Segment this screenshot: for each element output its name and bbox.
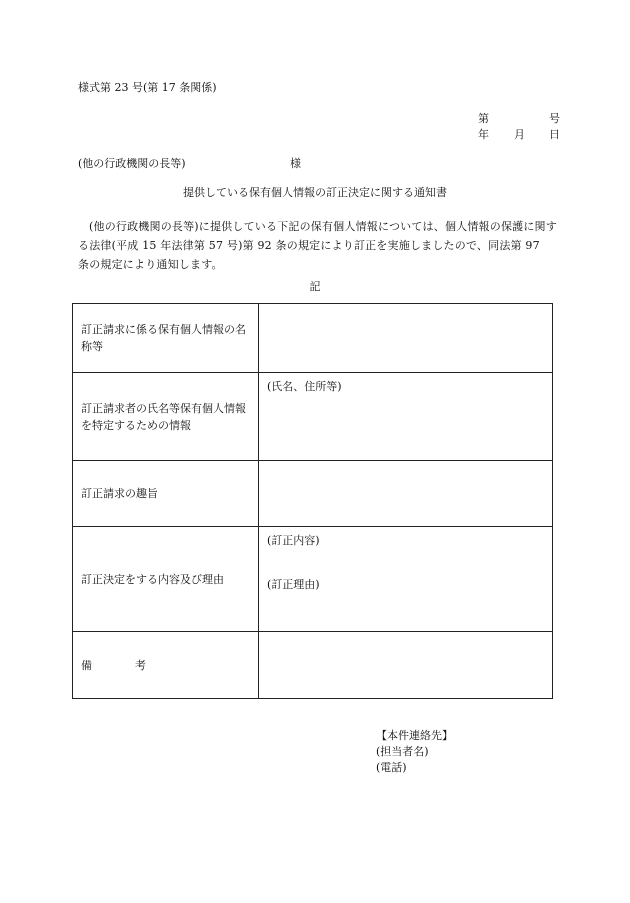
row-value xyxy=(259,304,553,373)
row-label: 訂正請求に係る保有個人情報の名称等 xyxy=(73,304,259,373)
body-text: (他の行政機関の長等)に提供している下記の保有個人情報については、個人情報の保護に関する法律(平成 15 年法律第 57 号)第 92 条の規定により訂正を実施しましたので、同法第 97 条の規定により通知します。 xyxy=(78,220,557,271)
label-left: 備 xyxy=(81,658,92,672)
table-row xyxy=(73,527,553,632)
value-note: (訂正理由) xyxy=(267,578,320,591)
table-row xyxy=(73,373,553,461)
table-row xyxy=(73,632,553,699)
row-label: 訂正請求者の氏名等保有個人情報を特定するための情報 xyxy=(73,373,259,461)
row-value xyxy=(259,527,553,632)
row-value xyxy=(259,632,553,699)
row-value xyxy=(259,373,553,461)
row-label xyxy=(73,632,259,699)
record-table xyxy=(72,303,553,699)
ki-mark: 記 xyxy=(309,280,321,293)
row-label: 訂正決定をする内容及び理由 xyxy=(73,527,259,632)
label-right: 考 xyxy=(135,658,146,672)
value-note: (氏名、住所等) xyxy=(267,380,342,393)
document-number-suffix: 号 xyxy=(549,112,560,125)
row-value xyxy=(259,461,553,527)
honorific: 様 xyxy=(290,157,301,170)
addressee: (他の行政機関の長等) xyxy=(78,157,186,170)
table-row xyxy=(73,461,553,527)
document-number-prefix: 第 xyxy=(478,112,489,125)
date-month: 月 xyxy=(514,128,525,141)
contact-person: (担当者名) xyxy=(376,745,429,758)
contact-heading: 【本件連絡先】 xyxy=(376,729,453,742)
value-note: (訂正内容) xyxy=(267,534,320,547)
document-title: 提供している保有個人情報の訂正決定に関する通知書 xyxy=(183,186,447,199)
date-year: 年 xyxy=(478,128,489,141)
form-number: 様式第 23 号(第 17 条関係) xyxy=(78,81,217,94)
table-row xyxy=(73,304,553,373)
contact-phone: (電話) xyxy=(376,761,407,774)
row-label: 訂正請求の趣旨 xyxy=(73,461,259,527)
date-day: 日 xyxy=(549,128,560,141)
